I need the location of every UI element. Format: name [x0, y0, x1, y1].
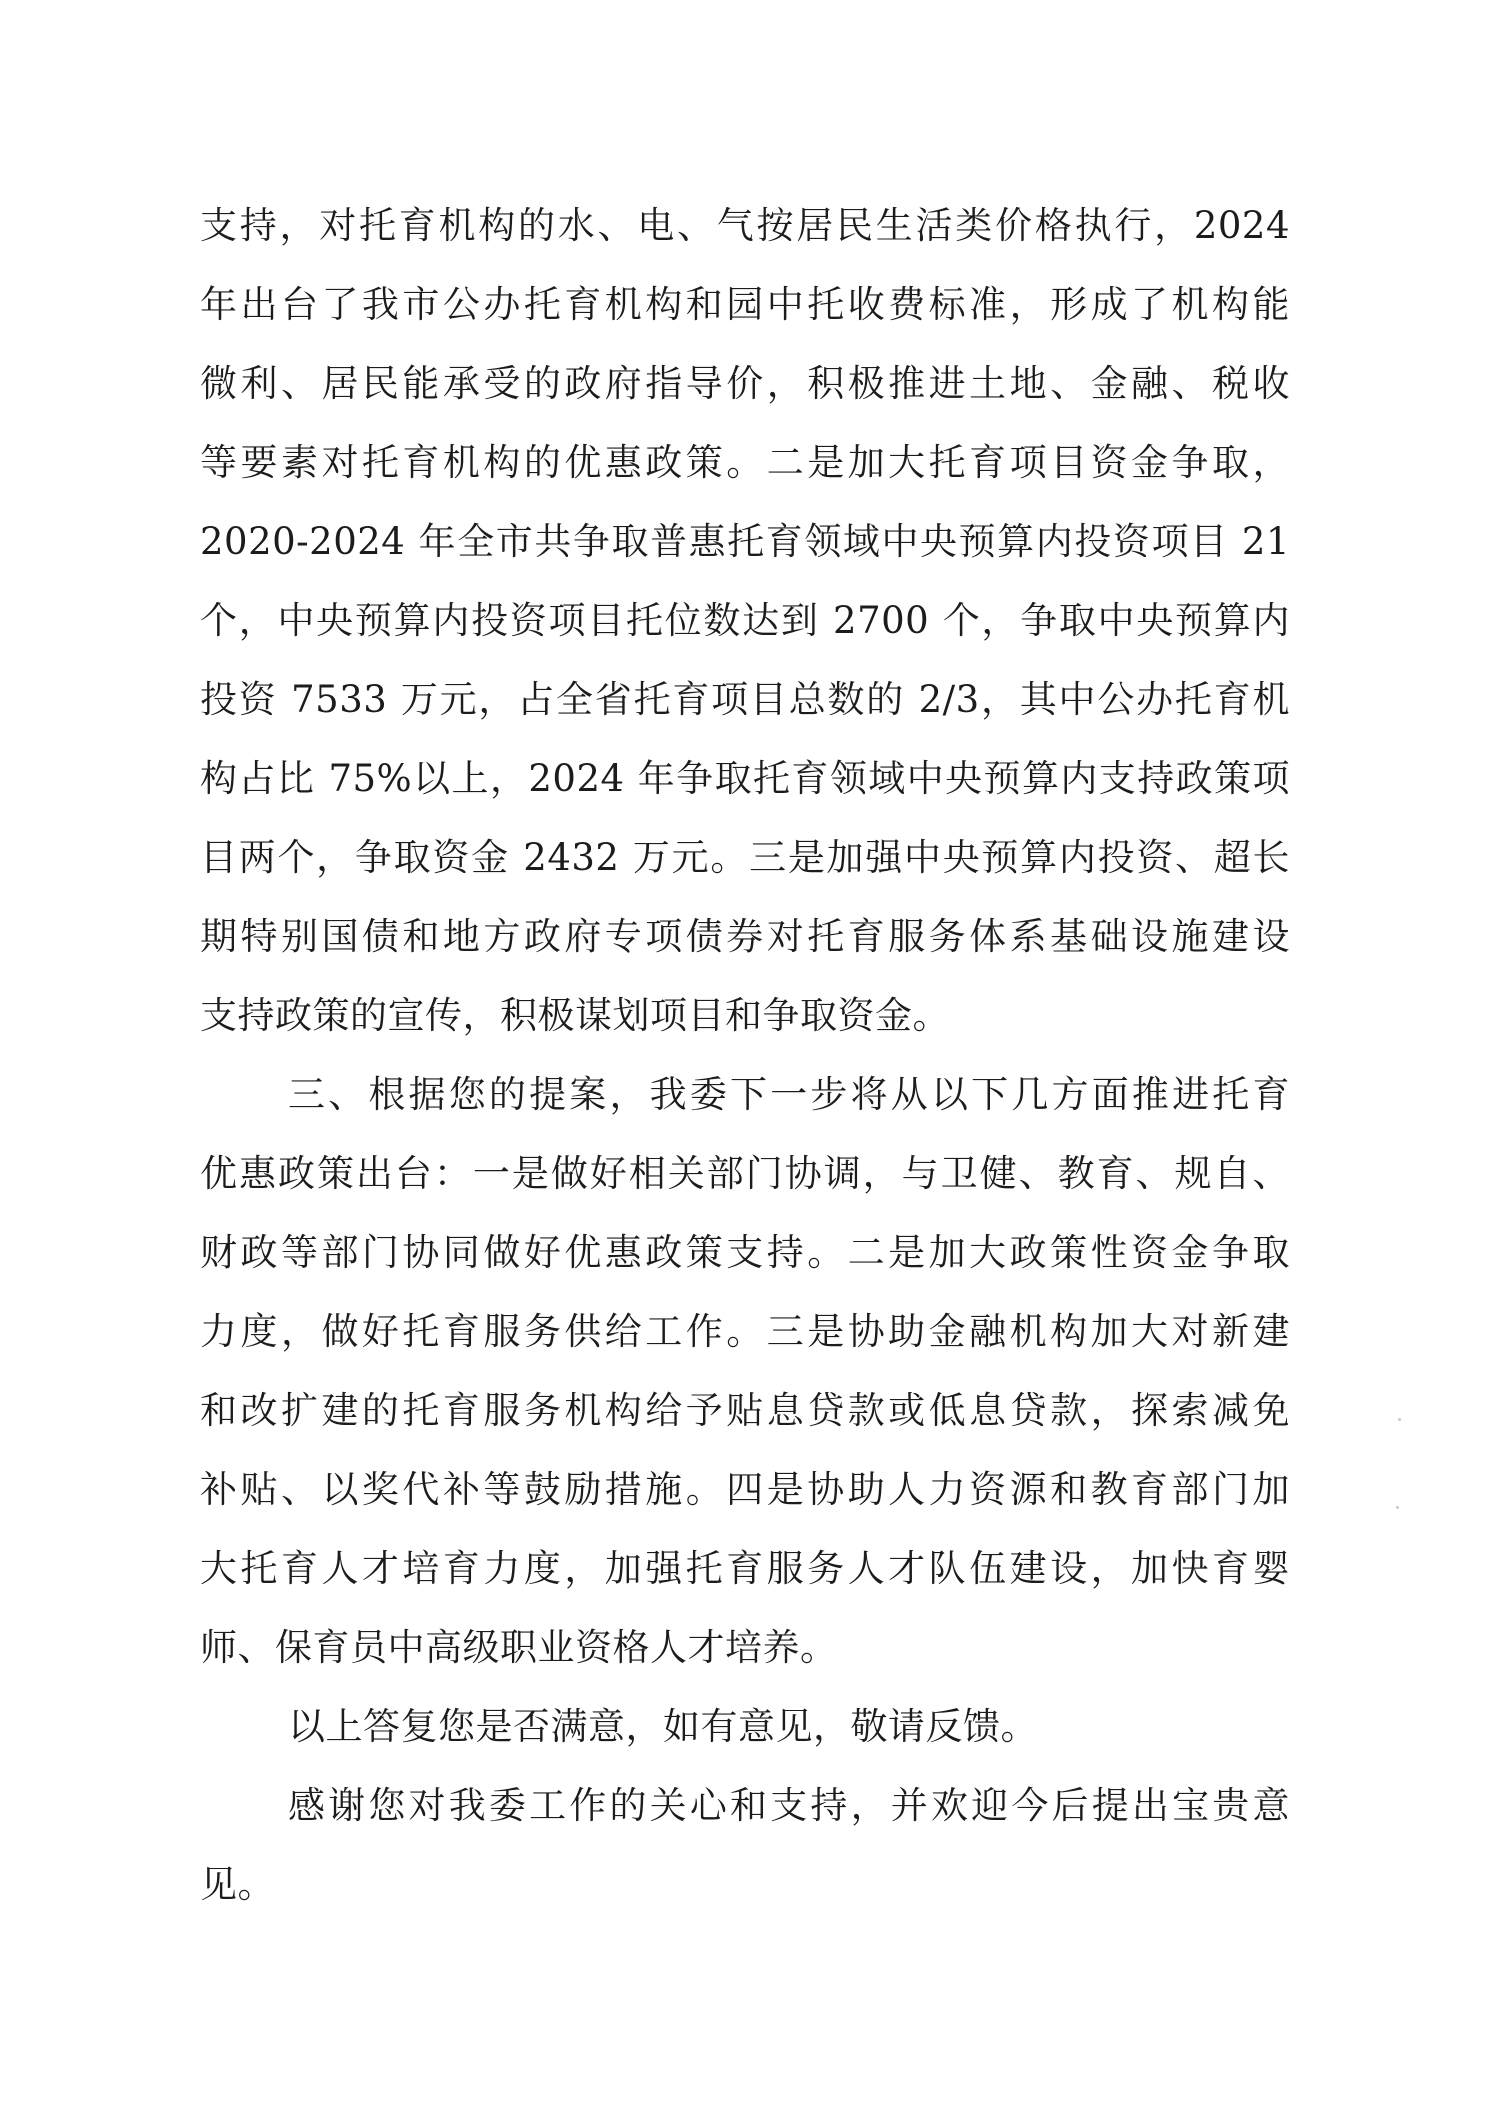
- text-line: 补贴、以奖代补等鼓励措施。四是协助人力资源和教育部门加: [200, 1468, 1290, 1511]
- text-line: 师、保育员中高级职业资格人才培养。: [200, 1626, 838, 1669]
- text-line: 等要素对托育机构的优惠政策。二是加大托育项目资金争取，: [200, 441, 1290, 484]
- text-line: 感谢您对我委工作的关心和支持，并欢迎今后提出宝贵意: [288, 1784, 1290, 1827]
- text-line: 微利、居民能承受的政府指导价，积极推进土地、金融、税收: [200, 362, 1290, 405]
- text-line: 投资 7533 万元，占全省托育项目总数的 2/3，其中公办托育机: [200, 678, 1290, 721]
- scan-speck: [1398, 1418, 1401, 1421]
- text-line: 以上答复您是否满意，如有意见，敬请反馈。: [288, 1705, 1038, 1748]
- text-line: 和改扩建的托育服务机构给予贴息贷款或低息贷款，探索减免: [200, 1389, 1290, 1432]
- text-line: 2020-2024 年全市共争取普惠托育领域中央预算内投资项目 21: [200, 520, 1290, 563]
- document-body: [200, 186, 1290, 1924]
- text-line: 目两个，争取资金 2432 万元。三是加强中央预算内投资、超长: [200, 836, 1290, 879]
- text-line: 构占比 75%以上，2024 年争取托育领域中央预算内支持政策项: [200, 757, 1290, 800]
- text-line: 三、根据您的提案，我委下一步将从以下几方面推进托育: [288, 1073, 1290, 1116]
- text-line: 优惠政策出台：一是做好相关部门协调，与卫健、教育、规自、: [200, 1152, 1290, 1195]
- text-line: 年出台了我市公办托育机构和园中托收费标准，形成了机构能: [200, 283, 1290, 326]
- text-line: 支持政策的宣传，积极谋划项目和争取资金。: [200, 994, 950, 1037]
- scan-speck: [1396, 1506, 1399, 1509]
- text-line: 个，中央预算内投资项目托位数达到 2700 个，争取中央预算内: [200, 599, 1290, 642]
- text-line: 财政等部门协同做好优惠政策支持。二是加大政策性资金争取: [200, 1231, 1290, 1274]
- text-line: 力度，做好托育服务供给工作。三是协助金融机构加大对新建: [200, 1310, 1290, 1353]
- text-line: 支持，对托育机构的水、电、气按居民生活类价格执行，2024: [200, 204, 1290, 247]
- text-line: 见。: [200, 1863, 275, 1906]
- text-line: 期特别国债和地方政府专项债券对托育服务体系基础设施建设: [200, 915, 1290, 958]
- text-line: 大托育人才培育力度，加强托育服务人才队伍建设，加快育婴: [200, 1547, 1290, 1590]
